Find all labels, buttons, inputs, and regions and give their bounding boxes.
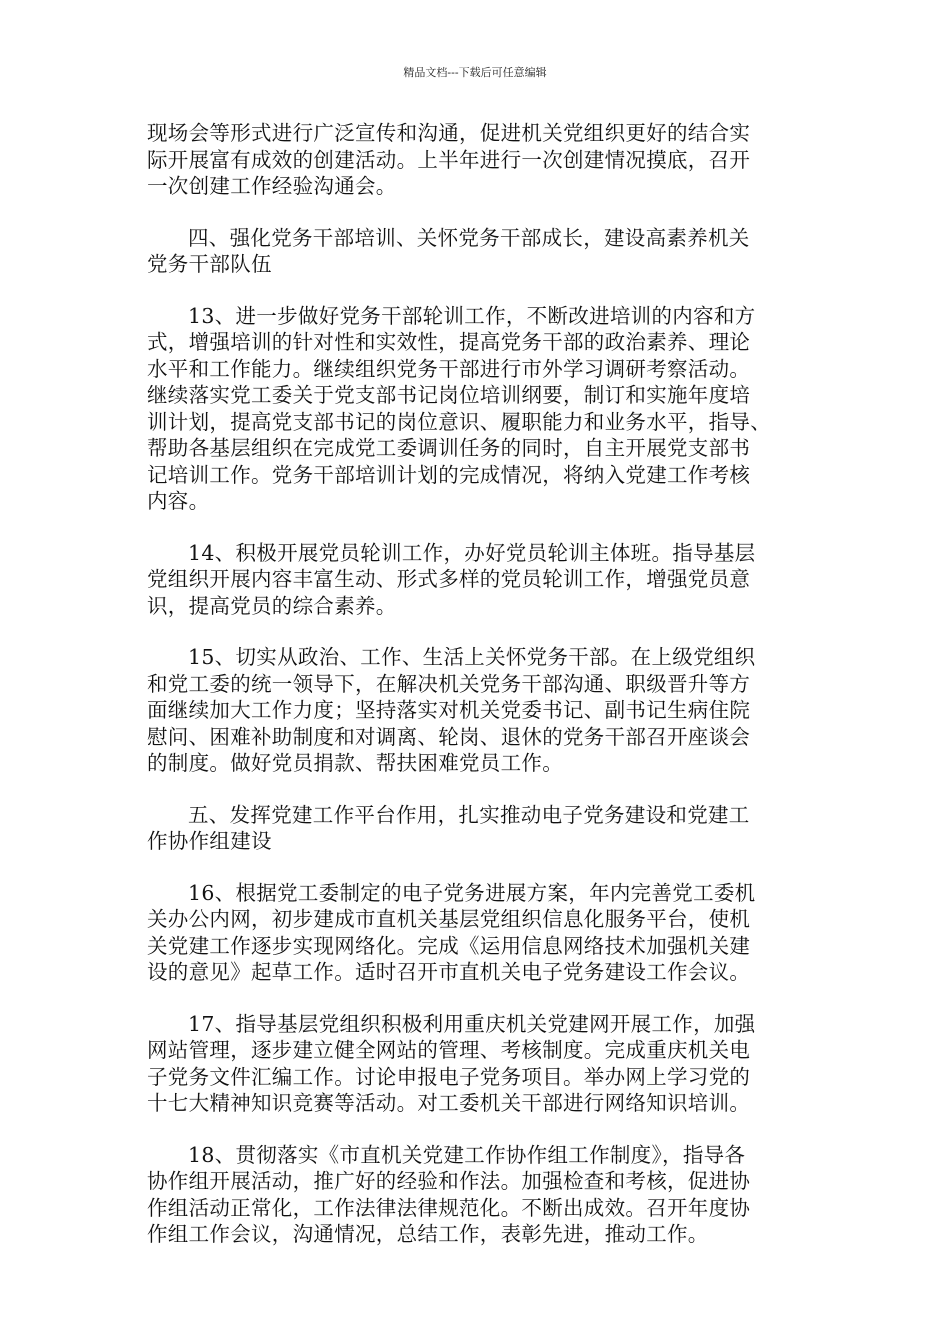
paragraph-item-18: [147, 1142, 807, 1248]
paragraph-item-13: [147, 303, 807, 515]
text-line: 慰问、困难补助制度和对调离、轮岗、退休的党务干部召开座谈会: [147, 724, 751, 749]
text-line: 训计划，提高党支部书记的岗位意识、履职能力和业务水平，指导、: [147, 409, 771, 434]
text-line: 子党务文件汇编工作。讨论申报电子党务项目。举办网上学习党的: [147, 1064, 751, 1089]
text-line: 党组织开展内容丰富生动、形式多样的党员轮训工作，增强党员意: [147, 567, 751, 591]
text-line: 和党工委的统一领导下，在解决机关党务干部沟通、职级晋升等方: [147, 671, 751, 696]
text-line: 记培训工作。党务干部培训计划的完成情况，将纳入党建工作考核: [147, 462, 751, 487]
paragraph-item-16: [147, 880, 807, 986]
text-line: 网站管理，逐步建立健全网站的管理、考核制度。完成重庆机关电: [147, 1038, 751, 1062]
text-line: 识，提高党员的综合素养。: [147, 593, 397, 618]
section-heading-5: [147, 802, 807, 855]
text-line: 作组工作会议，沟通情况，总结工作，表彰先进，推动工作。: [147, 1222, 709, 1246]
text-line: 作组活动正常化，工作法律法律规范化。不断出成效。召开年度协: [147, 1195, 751, 1220]
text-line: 17、指导基层党组织积极利用重庆机关党建网开展工作，加强: [188, 1011, 756, 1036]
text-line: 关办公内网，初步建成市直机关基层党组织信息化服务平台，使机: [147, 907, 751, 931]
text-line: 党务干部队伍: [147, 252, 272, 276]
text-line: 16、根据党工委制定的电子党务进展方案，年内完善党工委机: [188, 880, 756, 905]
text-line: 的制度。做好党员捐款、帮扶困难党员工作。: [147, 751, 563, 775]
text-line: 14、积极开展党员轮训工作，办好党员轮训主体班。指导基层: [188, 540, 756, 565]
paragraph-item-14: [147, 540, 807, 620]
paragraph-item-17: [147, 1011, 807, 1117]
paragraph-1: [147, 120, 807, 200]
paragraph-item-15: [147, 644, 807, 777]
text-line: 13、进一步做好党务干部轮训工作，不断改进培训的内容和方: [188, 303, 756, 328]
text-line: 四、强化党务干部培训、关怀党务干部成长，建设高素养机关: [188, 225, 750, 250]
text-line: 十七大精神知识竞赛等活动。对工委机关干部进行网络知识培训。: [147, 1091, 751, 1115]
text-line: 内容。: [147, 489, 210, 513]
text-line: 帮助各基层组织在完成党工委调训任务的同时，自主开展党支部书: [147, 436, 751, 460]
text-line: 五、发挥党建工作平台作用，扎实推动电子党务建设和党建工: [188, 802, 750, 827]
text-line: 现场会等形式进行广泛宣传和沟通，促进机关党组织更好的结合实: [147, 121, 751, 145]
section-heading-4: [147, 225, 807, 278]
text-line: 设的意见》起草工作。适时召开市直机关电子党务建设工作会议。: [147, 960, 751, 984]
text-line: 式，增强培训的针对性和实效性，提高党务干部的政治素养、理论: [147, 330, 751, 354]
text-line: 际开展富有成效的创建活动。上半年进行一次创建情况摸底，召开: [147, 147, 751, 172]
page-header: 精品文档---下载后可任意编辑: [403, 66, 547, 79]
text-line: 作协作组建设: [147, 829, 272, 853]
document-body: [147, 120, 807, 1273]
text-line: 关党建工作逐步实现网络化。完成《运用信息网络技术加强机关建: [147, 933, 751, 958]
text-line: 15、切实从政治、工作、生活上关怀党务干部。在上级党组织: [188, 645, 756, 669]
text-line: 协作组开展活动，推广好的经验和作法。加强检查和考核，促进协: [147, 1169, 751, 1193]
text-line: 18、贯彻落实《市直机关党建工作协作组工作制度》，指导各: [188, 1142, 746, 1167]
text-line: 继续落实党工委关于党支部书记岗位培训纲要，制订和实施年度培: [147, 383, 751, 407]
text-line: 一次创建工作经验沟通会。: [147, 174, 397, 198]
text-line: 水平和工作能力。继续组织党务干部进行市外学习调研考察活动。: [147, 356, 751, 381]
text-line: 面继续加大工作力度；坚持落实对机关党委书记、副书记生病住院: [147, 698, 751, 722]
